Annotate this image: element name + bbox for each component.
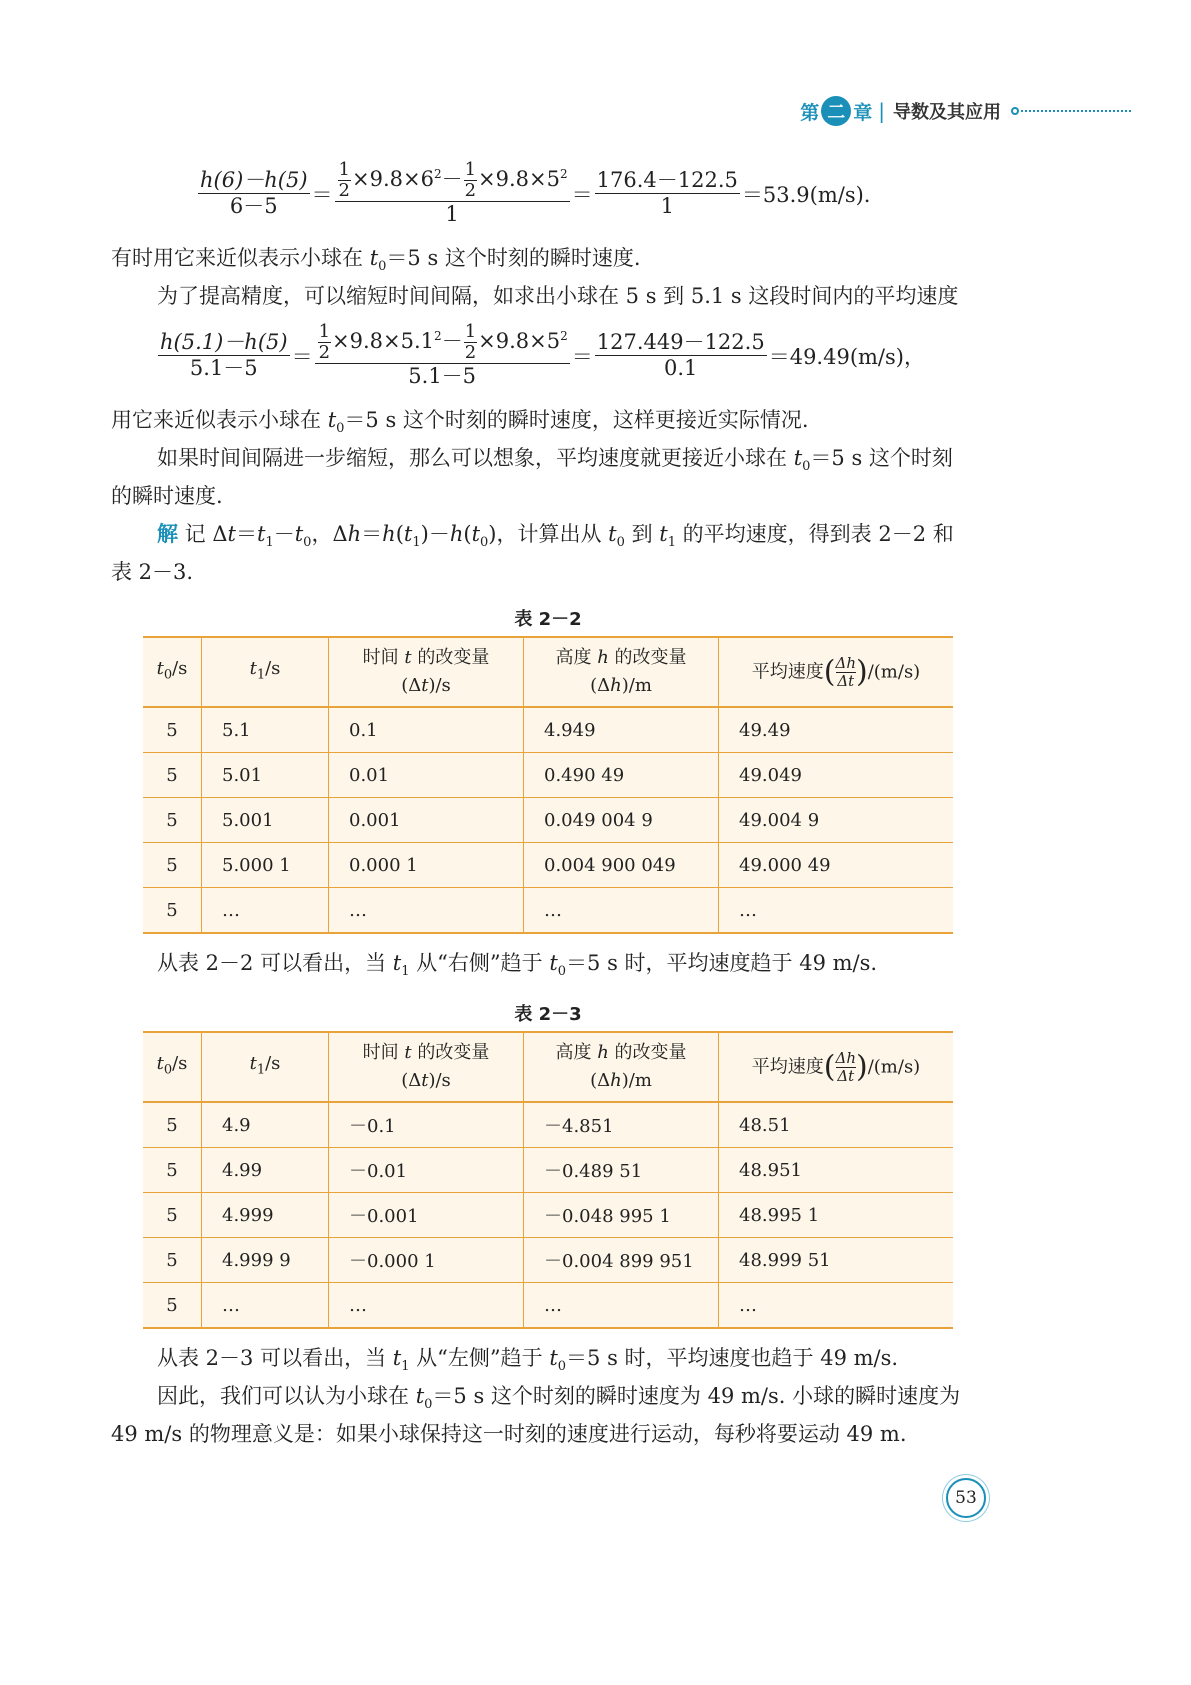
at2-pre: 从表 2－3 可以看出，当: [157, 1346, 393, 1370]
table-cell: 49.004 9: [719, 798, 954, 843]
sol-f: (: [395, 522, 404, 546]
eq1-result: ＝53.9(m/s).: [741, 182, 871, 207]
chapter-title: 导数及其应用: [893, 102, 1001, 123]
eq1-half2-num: 1: [464, 159, 477, 180]
chapter-header: [800, 96, 1131, 126]
table-cell: －0.1: [329, 1102, 524, 1148]
sol-b: ＝: [235, 522, 257, 546]
eq1-term-b: ×9.8×5: [478, 167, 560, 191]
th-t1: $t_1/s$: [202, 637, 329, 707]
table-row: [143, 1193, 953, 1238]
eq1-lhs: [198, 168, 310, 219]
table-cell: 48.999 51: [719, 1238, 954, 1283]
th2-dh: 高度 h 的改变量 (Δh)/m: [524, 1032, 719, 1102]
th2-dt: 时间 t 的改变量 (Δt)/s: [329, 1032, 524, 1102]
table2-caption: 表 2－3: [514, 1004, 582, 1025]
table-cell: －4.851: [524, 1102, 719, 1148]
eq2-minus: －: [441, 329, 463, 353]
th-avg-den: Δt: [837, 671, 855, 690]
th-t1-unit: /s: [265, 657, 281, 679]
table-cell: －0.000 1: [329, 1238, 524, 1283]
table-row: [143, 888, 953, 934]
table-cell: 5.01: [202, 753, 329, 798]
table-cell: 5: [166, 1114, 178, 1136]
table-cell: －0.001: [329, 1193, 524, 1238]
table-cell: －0.489 51: [524, 1148, 719, 1193]
th-avg-speed: 平均速度( $\frac{\Delta h}{\Delta t}$ )/(m/s): [719, 637, 954, 707]
sol-c: －: [273, 522, 295, 546]
table-cell: 49.000 49: [719, 843, 954, 888]
line1-pre: 有时用它来近似表示小球在: [111, 246, 370, 270]
line4-t: t: [793, 446, 803, 470]
table-row: [143, 843, 953, 888]
th-dh-a: 高度: [555, 647, 598, 668]
eq1-half-num: 1: [338, 159, 350, 180]
paragraph-line-1: [111, 243, 641, 282]
equation-2: $\frac{h(5.1)-h(5)}{5.1-5}$ ＝ $\frac{1}{2}$ $\times 9.8\times 5.1^2-$ $\frac{1}{2}$ $\times 9.8\times 5^2$ 5.1－5 ＝ $\frac{127.449-122.5}{0.1}$ ＝49.49(m/s)，: [160, 321, 925, 388]
table-cell: 0.1: [329, 707, 524, 753]
th-avg-unit: /(m/s): [867, 661, 921, 682]
equation-1: $\frac{h(6)-h(5)}{6-5}$ ＝ $\frac{1}{2}$ $\times 9.8\times 6^2-$ $\frac{1}{2}$ $\times 9.8\times 5^2$ 1 ＝ $\frac{176.4-122.5}{1}$ ＝53.9(m/s).: [200, 159, 871, 226]
at1-sub2: 0: [557, 964, 567, 980]
eq1-lhs-num: h(6)－h(5): [200, 168, 308, 192]
table-cell: 0.049 004 9: [524, 798, 719, 843]
th-dh-d: )/m: [621, 675, 652, 696]
sol-d: ，Δ: [311, 522, 348, 546]
table-row: [143, 753, 953, 798]
th2-dh-a: 高度: [555, 1042, 598, 1063]
table-cell: 4.99: [202, 1148, 329, 1193]
eq1-half2-den: 2: [464, 180, 477, 201]
table-cell: …: [329, 888, 524, 934]
eq2-half-num: 1: [318, 321, 331, 342]
th2-avg-den: Δt: [837, 1066, 855, 1085]
table-cell: 5: [166, 1249, 178, 1271]
table-cell: 49.49: [719, 707, 954, 753]
table-cell: 5: [166, 899, 178, 921]
eq1-half-den: 2: [338, 180, 350, 201]
th2-avg-speed: 平均速度( $\frac{\Delta h}{\Delta t}$ )/(m/s): [719, 1032, 954, 1102]
table-cell: 5: [166, 854, 178, 876]
table-cell: 48.51: [719, 1102, 954, 1148]
line3-sub: 0: [336, 421, 345, 437]
th2-t0: $t_0/s$: [156, 1052, 188, 1078]
line1-sub: 0: [378, 259, 387, 275]
table-cell: 0.000 1: [329, 843, 524, 888]
line4-post: ＝5 s 这个时刻: [810, 446, 953, 470]
table-cell: 49.049: [719, 753, 954, 798]
eq1-mid: [335, 160, 570, 227]
table-row: [143, 1102, 953, 1148]
eq1-mid-num: [335, 160, 570, 202]
table-row: [143, 1148, 953, 1193]
eq2-lhs-den: 5.1－5: [189, 356, 258, 380]
table-cell: …: [202, 888, 329, 934]
line3-t: t: [327, 408, 337, 432]
table-cell: 5: [166, 764, 178, 786]
at2-post: ＝5 s 时，平均速度也趋于 49 m/s.: [566, 1346, 899, 1370]
eq2-right-num: 127.449－122.5: [596, 330, 765, 354]
th-avg-num: Δh: [835, 653, 856, 672]
at1-post: ＝5 s 时，平均速度趋于 49 m/s.: [566, 951, 878, 975]
eq2-term-a-sup: 2: [434, 329, 442, 343]
table1: [143, 636, 953, 934]
th2-dt-a: 时间: [362, 1042, 405, 1063]
at2-sub2: 0: [557, 1359, 567, 1375]
at1-t: t: [392, 951, 402, 975]
th-t0-unit: /s: [172, 657, 188, 679]
eq1-mid-den: 1: [445, 202, 459, 226]
c1-post: ＝5 s 这个时刻的瞬时速度为 49 m/s. 小球的瞬时速度为: [432, 1384, 961, 1408]
table-cell: －0.048 995 1: [524, 1193, 719, 1238]
eq1-lhs-den: 6－5: [229, 194, 278, 218]
table-cell: …: [719, 888, 954, 934]
eq2-half-den: 2: [318, 342, 331, 363]
chapter-number-badge: 二: [821, 96, 851, 126]
table-cell: 48.995 1: [719, 1193, 954, 1238]
sol-a: 记 Δ: [178, 522, 228, 546]
table-cell: 5: [166, 1294, 178, 1316]
table-cell: …: [524, 888, 719, 934]
paragraph-line-5: 的瞬时速度.: [111, 484, 223, 508]
th2-dt-c: (Δ: [401, 1070, 422, 1091]
th2-avg-a: 平均速度: [751, 1056, 824, 1077]
at1-sub: 1: [401, 964, 410, 980]
th-dh: 高度 h 的改变量 (Δh)/m: [524, 637, 719, 707]
th2-dh-c: (Δ: [590, 1070, 611, 1091]
th2-t1-unit: /s: [265, 1052, 281, 1074]
table-cell: 48.951: [719, 1148, 954, 1193]
table-cell: 0.001: [329, 798, 524, 843]
table-cell: 4.999 9: [202, 1238, 329, 1283]
th2-avg-unit: /(m/s): [867, 1056, 921, 1077]
th-dt-a: 时间: [362, 647, 405, 668]
line3-pre: 用它来近似表示小球在: [111, 408, 328, 432]
line1-t: t: [369, 246, 379, 270]
table-cell: 5.1: [202, 707, 329, 753]
table2: [143, 1031, 953, 1329]
table-cell: 0.490 49: [524, 753, 719, 798]
eq2-result: ＝49.49(m/s)，: [768, 344, 925, 369]
th2-t0-unit: /s: [172, 1052, 188, 1074]
table-cell: 5: [166, 809, 178, 831]
eq2-lhs: [158, 330, 290, 381]
eq2-term-b-sup: 2: [560, 329, 568, 343]
eq2-mid-num: [315, 322, 570, 364]
table-cell: 4.949: [524, 707, 719, 753]
eq1-term-b-sup: 2: [560, 167, 568, 181]
sol-h: (: [463, 522, 472, 546]
sol-e: ＝: [361, 522, 383, 546]
sol-j: 到: [624, 522, 660, 546]
th2-dh-d: )/m: [621, 1070, 652, 1091]
th-dh-c: (Δ: [590, 675, 611, 696]
th2-t1: $t_1/s$: [202, 1032, 329, 1102]
table-cell: 5.000 1: [202, 843, 329, 888]
table-row: [143, 1238, 953, 1283]
th2-dh-b: 的改变量: [608, 1042, 687, 1063]
th2-avg-num: Δh: [835, 1048, 856, 1067]
line3-post: ＝5 s 这个时刻的瞬时速度，这样更接近实际情况.: [344, 408, 809, 432]
solution-line-1: 解 记 $\Delta t=t_1-t_0$，$\Delta h=h(t_1)-h(t_0)$，计算出从 $t_0$ 到 $t_1$ 的平均速度，得到表 2－2 和: [157, 522, 954, 551]
at2-sub: 1: [401, 1359, 410, 1375]
c1-t: t: [415, 1384, 425, 1408]
eq1-right-num: 176.4－122.5: [596, 168, 738, 192]
table2-header-row: [143, 1032, 953, 1102]
th-dt: 时间 t 的改变量 (Δt)/s: [329, 637, 524, 707]
at1-mid: 从“右侧”趋于: [409, 951, 550, 975]
line4-sub: 0: [802, 459, 811, 475]
eq2-half2-den: 2: [464, 342, 477, 363]
line1-post: ＝5 s 这个时刻的瞬时速度.: [386, 246, 641, 270]
th-dt-c: (Δ: [401, 675, 422, 696]
conclusion-line-1: [157, 1381, 960, 1420]
solution-label: 解: [157, 522, 178, 546]
table-cell: 5: [166, 1159, 178, 1181]
table-cell: …: [202, 1283, 329, 1329]
eq2-lhs-num: h(5.1)－h(5): [160, 330, 288, 354]
conclusion-line-2: 49 m/s 的物理意义是：如果小球保持这一时刻的速度进行运动，每秒将要运动 49 m.: [111, 1422, 907, 1446]
eq1-right: [595, 168, 740, 219]
table-row: [143, 798, 953, 843]
th-dt-d: )/s: [428, 675, 451, 696]
eq2-right-den: 0.1: [664, 356, 698, 380]
solution-line-2: 表 2－3.: [111, 560, 194, 584]
th-dh-b: 的改变量: [608, 647, 687, 668]
header-dot-icon: [1011, 107, 1019, 115]
table-cell: 4.999: [202, 1193, 329, 1238]
sol-i: )，计算出从: [488, 522, 609, 546]
table-row: [143, 1283, 953, 1329]
at1-t2: t: [549, 951, 558, 975]
at1-pre: 从表 2－2 可以看出，当: [157, 951, 393, 975]
eq2-mid: [315, 322, 570, 389]
table-cell: …: [329, 1283, 524, 1329]
chapter-label-right: 章: [853, 101, 873, 124]
eq1-term-a: ×9.8×6: [352, 167, 434, 191]
after-table2-text: [157, 1343, 898, 1382]
at2-t2: t: [549, 1346, 558, 1370]
at2-t: t: [392, 1346, 402, 1370]
eq2-mid-den: 5.1－5: [408, 364, 477, 388]
eq2-term-b: ×9.8×5: [478, 329, 561, 353]
th-t0: $t_0/s$: [156, 657, 188, 683]
c1-sub: 0: [424, 1397, 433, 1413]
table1-header-row: [143, 637, 953, 707]
at2-mid: 从“左侧”趋于: [409, 1346, 550, 1370]
table-cell: 5.001: [202, 798, 329, 843]
table-cell: 5: [166, 719, 178, 741]
table-cell: －0.004 899 951: [524, 1238, 719, 1283]
sol-k: 的平均速度，得到表 2－2 和: [676, 522, 954, 546]
sol-g: )－: [420, 522, 450, 546]
eq1-term-a-sup: 2: [433, 167, 442, 181]
th-dt-b: 的改变量: [411, 647, 490, 668]
table-cell: －0.01: [329, 1148, 524, 1193]
paragraph-line-4: [157, 443, 953, 482]
eq1-minus: －: [441, 167, 463, 191]
paragraph-line-2: 为了提高精度，可以缩短时间间隔，如求出小球在 5 s 到 5.1 s 这段时间内的平均速度: [157, 284, 959, 308]
table-row: [143, 707, 953, 753]
th-avg-a: 平均速度: [751, 661, 824, 682]
header-dotted-line: [1021, 110, 1131, 112]
table-cell: …: [524, 1283, 719, 1329]
table-cell: 5: [166, 1204, 178, 1226]
table1-caption: 表 2－2: [514, 609, 582, 630]
eq2-right: [595, 330, 767, 381]
page-number: 53: [946, 1478, 986, 1518]
chapter-label-left: 第: [800, 101, 820, 124]
table-cell: 0.01: [329, 753, 524, 798]
chapter-divider: |: [878, 99, 885, 123]
table-cell: 0.004 900 049: [524, 843, 719, 888]
eq1-right-den: 1: [660, 194, 674, 218]
line4-pre: 如果时间间隔进一步缩短，那么可以想象，平均速度就更接近小球在: [157, 446, 794, 470]
th2-dt-d: )/s: [428, 1070, 451, 1091]
table-cell: 4.9: [202, 1102, 329, 1148]
c1-pre: 因此，我们可以认为小球在: [157, 1384, 416, 1408]
eq2-half2-num: 1: [464, 321, 477, 342]
eq2-term-a: ×9.8×5.1: [332, 329, 435, 353]
th2-dt-b: 的改变量: [411, 1042, 490, 1063]
after-table1-text: [157, 948, 877, 987]
table-cell: …: [719, 1283, 954, 1329]
paragraph-line-3: [111, 405, 809, 444]
